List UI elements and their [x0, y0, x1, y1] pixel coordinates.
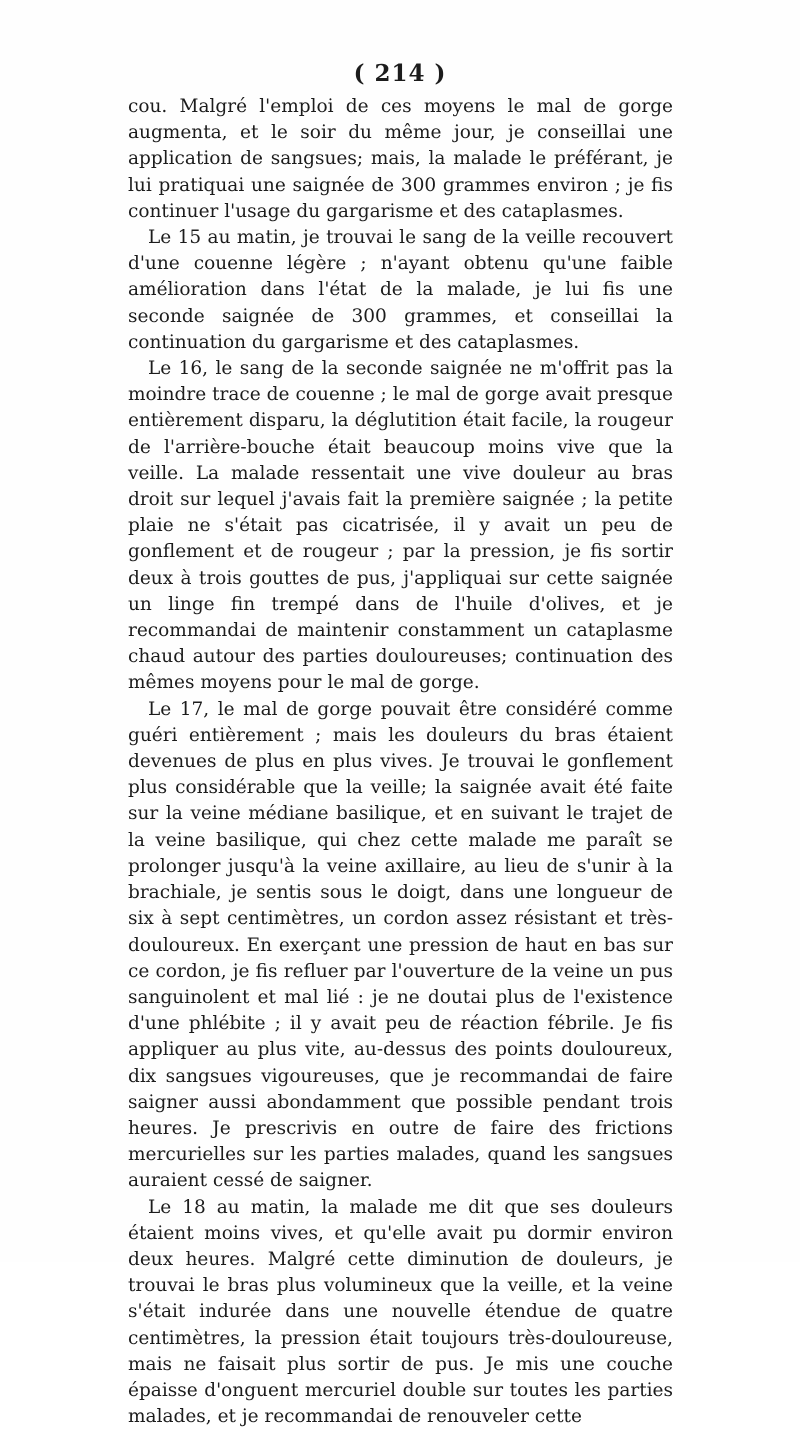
paragraph-continued: cou. Malgré l'emploi de ces moyens le mal de gorge augmenta, et le soir du même jour, je conseillai une application de sangsues; mais, la malade le préférant, je lui pratiquai une saignée de 300 grammes environ ; je fis continuer l'usage du gargarisme et des cataplasmes. — [128, 96, 673, 222]
page-number: ( 214 ) — [353, 60, 447, 87]
paragraph-day-15: Le 15 au matin, je trouvai le sang de la veille recouvert d'une couenne légère ; n'ayant obtenu qu'une faible amélioration dans l'état de la malade, je lui fis une seconde saignée de 300 grammes, et conseillai la continuation du gargarisme et des cataplasmes. — [128, 227, 673, 353]
body-text — [128, 94, 673, 1430]
paragraph-day-17: Le 17, le mal de gorge pouvait être considéré comme guéri entièrement ; mais les douleurs du bras étaient devenues de plus en plus vives. Je trouvai le gonflement plus considérable que la veille; la saignée avait été faite sur la veine médiane basilique, et en suivant le trajet de la veine basilique, qui chez cette malade me paraît se prolonger jusqu'à la veine axillaire, au lieu de s'unir à la brachiale, je sentis sous le doigt, dans une longueur de six à sept centimètres, un cordon assez résistant et très-douloureux. En exerçant une pression de haut en bas sur ce cordon, je fis refluer par l'ouverture de la veine un pus sanguinolent et mal lié : je ne doutai plus de l'existence d'une phlébite ; il y avait peu de réaction fébrile. Je fis appliquer au plus vite, au-dessus des points douloureux, dix sangsues vigoureuses, que je recommandai de faire saigner aussi abondamment que possible pendant trois heures. Je prescrivis en outre de faire des frictions mercurielles sur les parties malades, quand les sangsues auraient cessé de saigner. — [128, 698, 673, 1192]
paragraph-day-16: Le 16, le sang de la seconde saignée ne m'offrit pas la moindre trace de couenne ; le mal de gorge avait presque entièrement disparu, la déglutition était facile, la rougeur de l'arrière-bouche était beaucoup moins vive que la veille. La malade ressentait une vive douleur au bras droit sur lequel j'avais fait la première saignée ; la petite plaie ne s'était pas cicatrisée, il y avait un peu de gonflement et de rougeur ; par la pression, je fis sortir deux à trois gouttes de pus, j'appliquai sur cette saignée un linge fin trempé dans de l'huile d'olives, et je recommandai de maintenir constamment un cataplasme chaud autour des parties douloureuses; continuation des mêmes moyens pour le mal de gorge. — [128, 358, 673, 694]
paragraph-day-18: Le 18 au matin, la malade me dit que ses douleurs étaient moins vives, et qu'elle avait pu dormir environ deux heures. Malgré cette diminution de douleurs, je trouvai le bras plus volumineux que la veille, et la veine s'était indurée dans une nouvelle étendue de quatre centimètres, la pression était toujours très-douloureuse, mais ne faisait plus sortir de pus. Je mis une couche épaisse d'onguent mercuriel double sur toutes les parties malades, et je recommandai de renouveler cette — [128, 1196, 673, 1428]
